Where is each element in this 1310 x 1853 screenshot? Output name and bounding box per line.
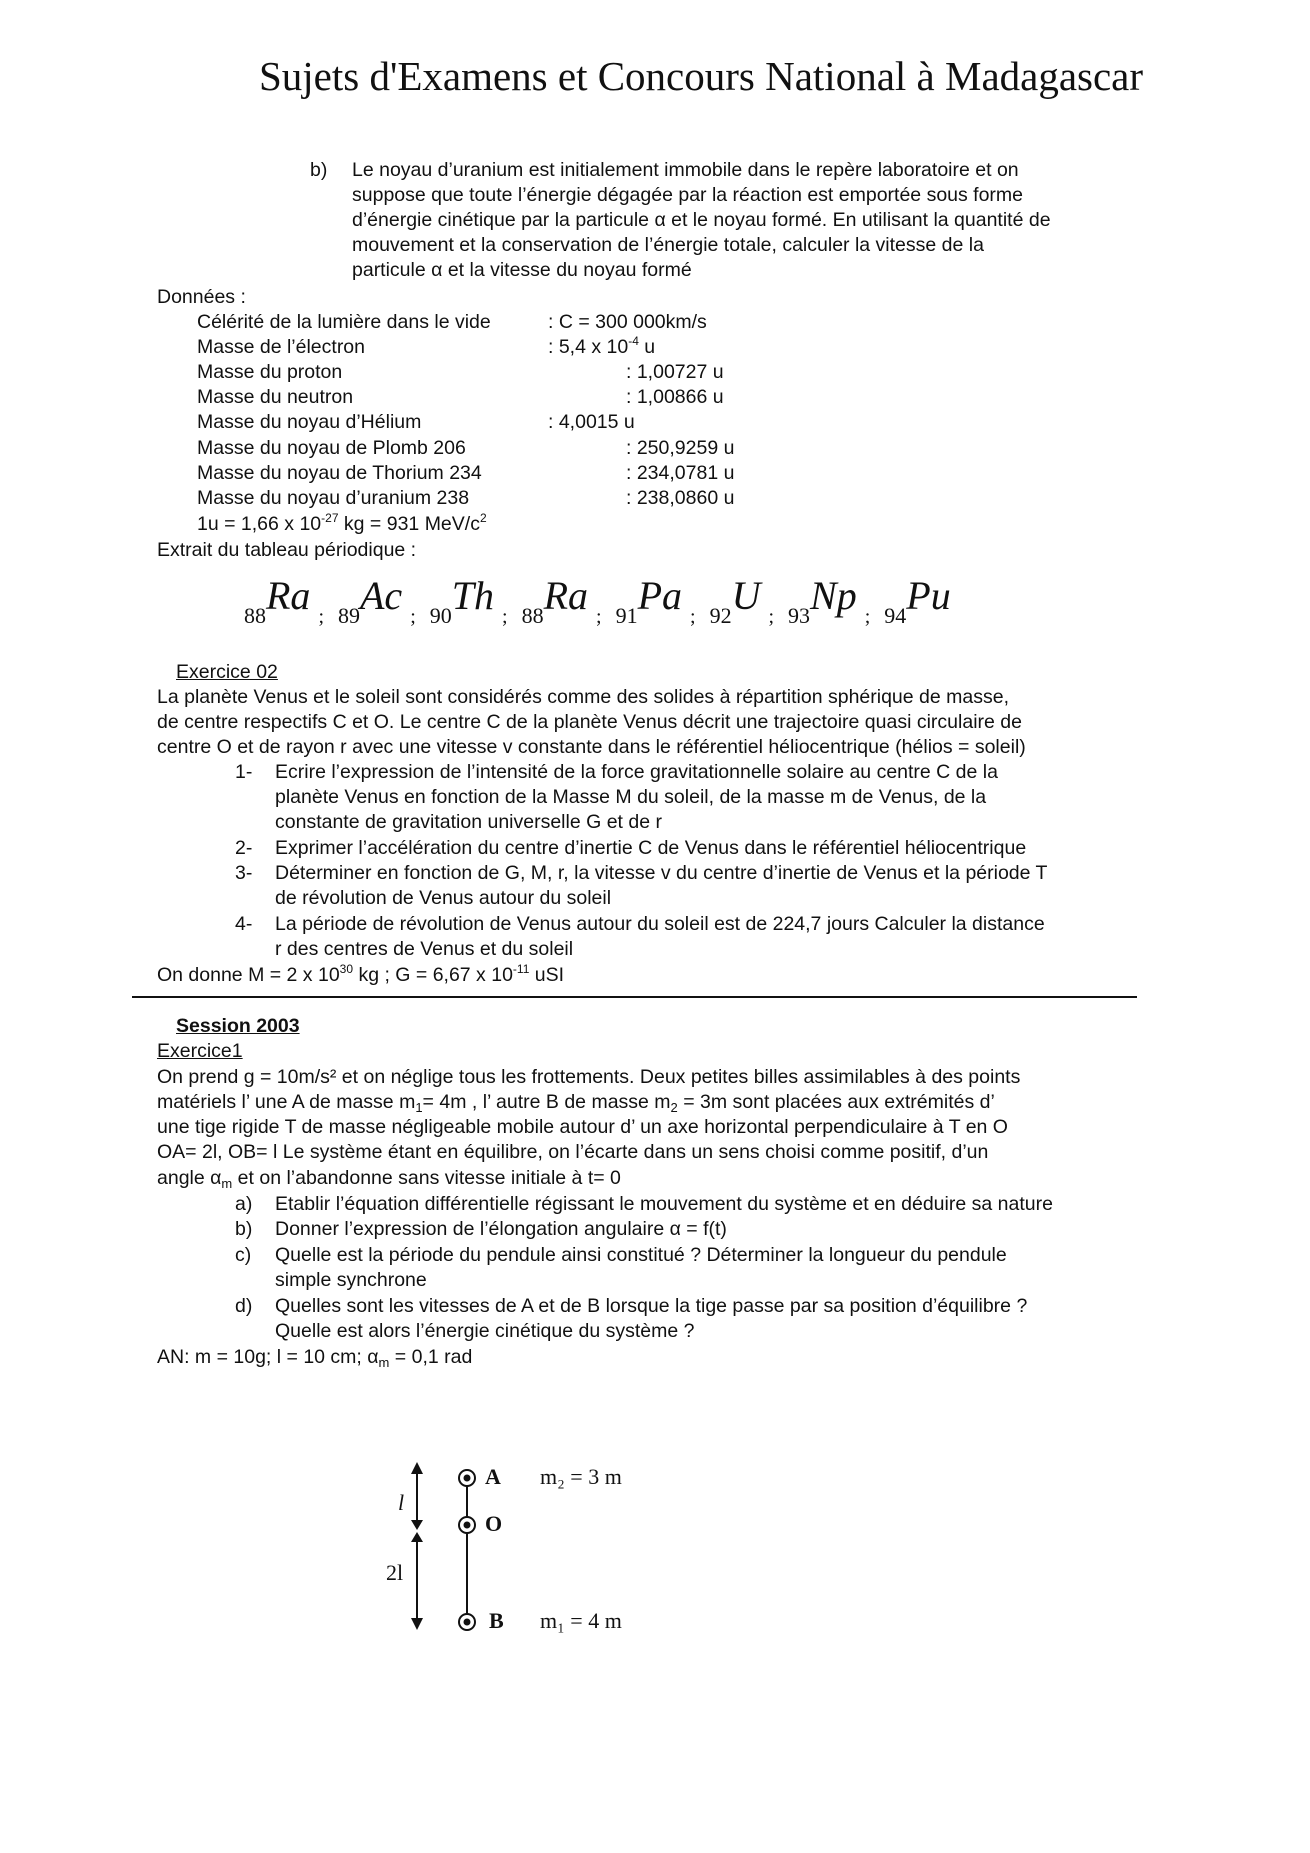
atomic-number: 88 [521, 603, 544, 628]
section-divider [132, 996, 1137, 998]
atomic-number: 90 [429, 603, 452, 628]
question-line: Quelles sont les vitesses de A et de B lorsque la tige passe par sa position d’équilibre ? [275, 1295, 1028, 1317]
arrow-head-down-icon [411, 1520, 423, 1530]
donnee-value: : 5,4 x $10^{-4}$ u [548, 334, 656, 358]
unit-conversion-line: 1u = 1,66 x $10^{-27}$ kg = 931 MeV/$c^2$ [197, 511, 487, 535]
element-symbol: U [731, 573, 761, 618]
question-line: Déterminer en fonction de G, M, r, la vitesse v du centre d’inertie de Venus et la période T [275, 862, 1048, 884]
session-intro-2: matériels l’ une A de masse $m_1= 4m$ , l’ autre B de masse $m_2 = 3m$ sont placées aux extrémités d’ [157, 1091, 995, 1115]
atomic-number: 89 [338, 603, 360, 628]
donnee-value: : 4,0015 u [548, 411, 635, 433]
question-number: 2- [235, 837, 253, 859]
pivot-o-inner [464, 1522, 471, 1529]
arrow-head-up-icon [411, 1532, 423, 1542]
atomic-number: 94 [884, 603, 907, 628]
part-b-line-3: d’énergie cinétique par la particule α et le noyau formé. En utilisant la quantité de [352, 209, 1051, 231]
donnee-label: Masse du noyau de Plomb 206 [197, 437, 466, 459]
element-symbol: Th [451, 573, 494, 618]
question-line: Ecrire l’expression de l’intensité de la force gravitationnelle solaire au centre C de la [275, 761, 998, 783]
session-title: Session 2003 [176, 1015, 300, 1037]
page-header-title: Sujets d'Examens et Concours National à Madagascar [258, 53, 1144, 99]
label-b: B [489, 1608, 504, 1633]
question-line: Quelle est la période du pendule ainsi constitué ? Déterminer la longueur du pendule [275, 1244, 1007, 1266]
label-a: A [485, 1464, 501, 1489]
donnee-label: Masse du proton [197, 361, 343, 383]
part-b-line-2: suppose que toute l’énergie dégagée par la réaction est emportée sous forme [352, 184, 1024, 206]
question-line: La période de révolution de Venus autour du soleil est de 224,7 jours Calculer la distance [275, 913, 1045, 935]
atomic-number: 93 [788, 603, 811, 628]
session-intro-3: une tige rigide T de masse négligeable mobile autour d’ un axe horizontal perpendiculaire à T en O [157, 1116, 1008, 1138]
donnee-value: : 1,00727 u [626, 361, 724, 383]
donnee-label: Masse du neutron [197, 386, 354, 408]
element-symbol: Pa [637, 573, 682, 618]
question-number: d) [235, 1295, 253, 1317]
donnee-label: Masse du noyau de Thorium 234 [197, 462, 482, 484]
atomic-number: 92 [709, 603, 732, 628]
question-number: a) [235, 1193, 253, 1215]
atomic-number: 88 [244, 603, 266, 628]
donnee-label: Masse du noyau d’Hélium [197, 411, 422, 433]
donnee-value: : 234,0781 u [626, 462, 735, 484]
question-number: 3- [235, 862, 253, 884]
exercice-02-intro-3: centre O et de rayon r avec une vitesse v constante dans le référentiel héliocentrique (hélios = soleil) [157, 736, 1026, 758]
question-line: simple synchrone [275, 1269, 427, 1291]
atomic-number: 91 [615, 603, 638, 628]
ball-a-inner [464, 1475, 471, 1482]
length-label-l: l [398, 1490, 405, 1515]
session-intro-4: OA= 2l, OB= l Le système étant en équilibre, on l’écarte dans un sens choisi comme positif, d’un [157, 1141, 989, 1163]
question-number: c) [235, 1244, 252, 1266]
question-number: 4- [235, 913, 253, 935]
question-line: Donner l’expression de l’élongation angulaire α = f(t) [275, 1218, 727, 1240]
label-o: O [485, 1511, 503, 1536]
element-symbol: Ra [543, 573, 588, 618]
session-intro-1: On prend g = 10m/s² et on néglige tous les frottements. Deux petites billes assimilables à des points [157, 1066, 1021, 1088]
donnee-value: : 238,0860 u [626, 487, 735, 509]
ball-b-inner [464, 1619, 471, 1626]
question-line: constante de gravitation universelle G et de r [275, 811, 662, 833]
question-line: r des centres de Venus et du soleil [275, 938, 574, 960]
exercice-02-title: Exercice 02 [176, 661, 278, 683]
donnees-title: Données : [157, 286, 246, 308]
donnee-label: Célérité de la lumière dans le vide [197, 311, 491, 333]
part-b-line-5: particule α et la vitesse du noyau formé [352, 259, 692, 281]
element-symbol: Pu [906, 573, 951, 618]
question-line: planète Venus en fonction de la Masse M du soleil, de la masse m de Venus, de la [275, 786, 987, 808]
arrow-head-up-icon [411, 1462, 423, 1474]
arrow-head-down-icon [411, 1618, 423, 1630]
numerical-application: AN: m = 10g; l = 10 cm; $\alpha_m = 0,1$ rad [157, 1346, 473, 1370]
part-b-label: b) [310, 159, 328, 181]
periodic-table-title: Extrait du tableau périodique : [157, 539, 417, 561]
question-line: de révolution de Venus autour du soleil [275, 887, 612, 909]
donnee-label: Masse du noyau d’uranium 238 [197, 487, 470, 509]
periodic-elements: $_{88}$Ra $_;$ $_{89}$Ac $_;$ $_{90}$Th $_;$ $_{88}$Ra $_;$ $_{91}$Pa $_;$ $_{92}$U $_;$ $_{93}$Np $_;$ $_{94}$Pu [244, 573, 951, 628]
length-label-2l: 2l [386, 1560, 404, 1585]
part-b-line-4: mouvement et la conservation de l’énergie totale, calculer la vitesse de la [352, 234, 984, 256]
donnee-label: Masse de l’électron [197, 336, 365, 358]
donnee-value: : 250,9259 u [626, 437, 735, 459]
element-symbol: Ac [360, 573, 403, 618]
element-symbol: Np [810, 573, 857, 618]
question-number: 1- [235, 761, 253, 783]
mass-a: m₂ = 3 m [540, 1464, 622, 1489]
question-number: b) [235, 1218, 253, 1240]
question-line: Quelle est alors l’énergie cinétique du système ? [275, 1320, 695, 1342]
exercise-title: Exercice1 [157, 1040, 243, 1062]
element-symbol: Ra [266, 573, 311, 618]
question-line: Etablir l’équation différentielle régissant le mouvement du système et en déduire sa nature [275, 1193, 1053, 1215]
exercice-02-intro-2: de centre respectifs C et O. Le centre C de la planète Venus décrit une trajectoire quasi circulaire de [157, 711, 1022, 733]
donnee-value: : C = 300 000km/s [548, 311, 707, 333]
exercice-02-given: On donne M = 2 x $10^{30}$ kg ; G = 6,67 x $10^{-11}$ uSI [157, 962, 565, 986]
exercice-02-intro-1: La planète Venus et le soleil sont considérés comme des solides à répartition sphérique de masse, [157, 686, 1009, 708]
mass-b: m₁ = 4 m [540, 1608, 622, 1633]
session-intro-5: angle $\alpha_m$ et on l’abandonne sans vitesse initiale à t= 0 [157, 1167, 621, 1191]
part-b-line-1: Le noyau d’uranium est initialement immobile dans le repère laboratoire et on [352, 159, 1019, 181]
donnee-value: : 1,00866 u [626, 386, 724, 408]
question-line: Exprimer l’accélération du centre d’inertie C de Venus dans le référentiel héliocentrique [275, 837, 1027, 859]
